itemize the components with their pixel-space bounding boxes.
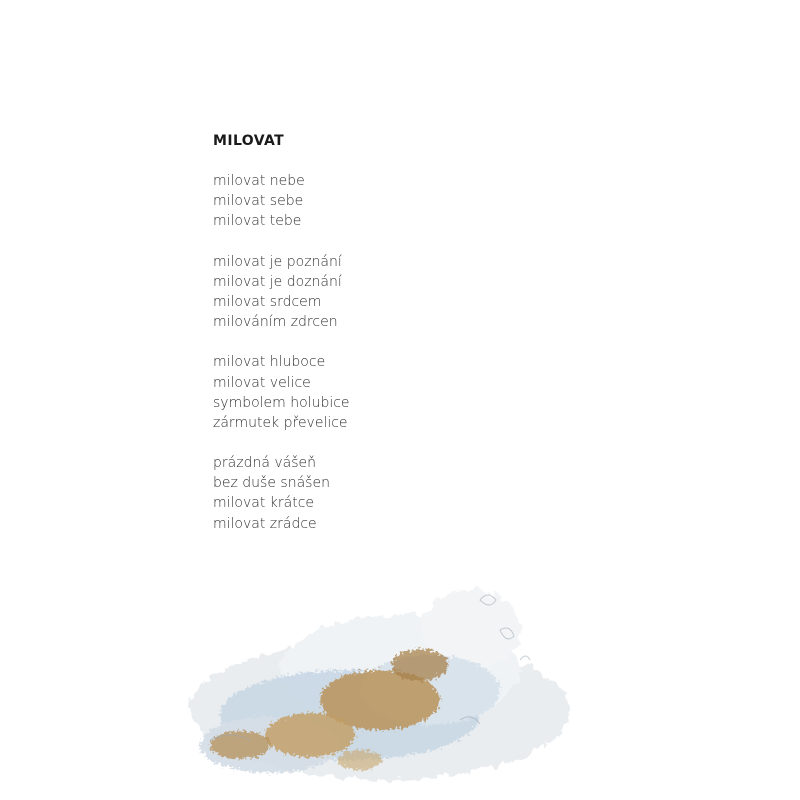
poem-line: milovat je poznání: [213, 253, 342, 270]
poem-line: milovat sebe: [213, 193, 304, 210]
poem-line: symbolem holubice: [213, 394, 350, 411]
poem-line: milovat krátce: [213, 495, 315, 512]
poem-line: prázdná vášeň: [213, 455, 317, 472]
poem-line: bez duše snášen: [213, 475, 330, 492]
stanza-4: [213, 453, 350, 534]
decorative-paint-texture: [150, 540, 570, 800]
poem-line: milováním zdrcen: [213, 314, 338, 331]
poem-line: milovat hluboce: [213, 354, 326, 371]
poem: [213, 131, 350, 554]
poem-line: milovat nebe: [213, 173, 305, 189]
poem-line: milovat velice: [213, 374, 311, 391]
poem-line: milovat srdcem: [213, 293, 322, 310]
stanza-1: [213, 171, 350, 232]
poem-line: zármutek převelice: [213, 414, 348, 431]
poem-line: milovat tebe: [213, 213, 302, 230]
poem-title: MILOVAT: [213, 133, 285, 149]
stanza-3: [213, 352, 350, 433]
stanza-2: [213, 252, 350, 333]
poem-line: milovat zrádce: [213, 515, 317, 532]
poem-line: milovat je doznání: [213, 273, 342, 290]
